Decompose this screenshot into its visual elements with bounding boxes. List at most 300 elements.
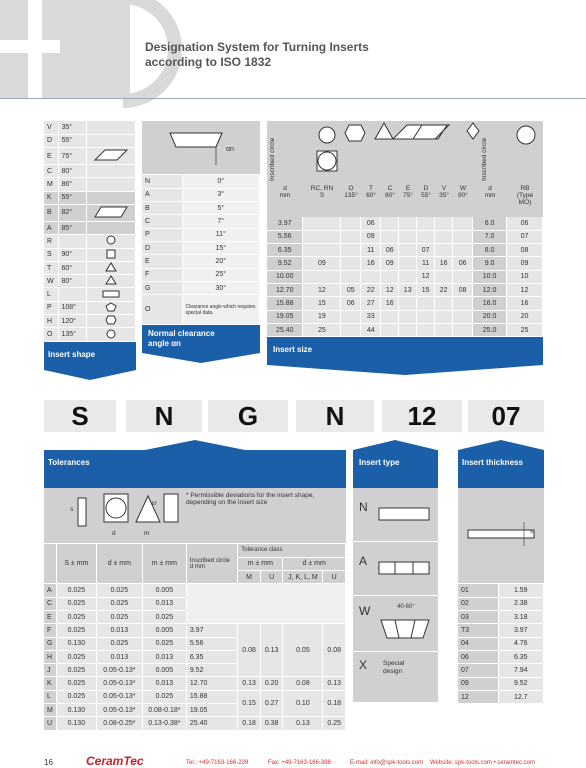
clearance-angle: 0° (182, 175, 260, 188)
clearance-label (142, 325, 260, 353)
shape-symbol (86, 178, 136, 191)
size-cell (399, 230, 417, 243)
shape-code: W (44, 275, 58, 288)
size-cell (303, 270, 341, 283)
size-row (267, 323, 543, 336)
size-cell (453, 230, 473, 243)
size-col-header-text: T (369, 185, 373, 192)
tolerance-ic: 25.40 (186, 717, 237, 730)
tolerance-cell: K (44, 677, 56, 690)
tolerance-row (44, 584, 346, 597)
size-cell: 12.70 (267, 283, 303, 296)
size-cell: 15.88 (267, 297, 303, 310)
type-X-letter: X (359, 658, 368, 672)
shape-row (44, 315, 136, 328)
thickness-row (458, 611, 544, 624)
ic-unit: d mm (189, 563, 205, 570)
shape-row (44, 204, 136, 221)
size-cell (341, 244, 361, 257)
size-cell: 9.0 (473, 257, 507, 270)
size-cell: 09 (361, 230, 381, 243)
size-cell: 6.35 (267, 244, 303, 257)
size-cell (435, 217, 453, 230)
clearance-angle: 30° (182, 281, 260, 294)
tolerance-cell: 0.130 (56, 704, 96, 717)
clearance-code: O (142, 295, 182, 325)
size-shapes-icon (267, 121, 543, 191)
code-letter: G (208, 400, 288, 432)
size-cell: 06 (453, 257, 473, 270)
size-cell: 8.0 (473, 244, 507, 257)
thickness-code: 01 (458, 584, 498, 597)
insert-shape-label: Insert shape (44, 342, 136, 370)
tol-sub-header: M (238, 571, 261, 584)
insert-size-section (267, 121, 543, 375)
up-arrow-icon (458, 440, 544, 450)
size-cell: 12 (417, 270, 435, 283)
code-letter: S (44, 400, 116, 432)
tolerance-cell: A (44, 584, 56, 597)
shape-symbol (86, 328, 136, 341)
size-cell: 5.56 (267, 230, 303, 243)
tolerance-ic: 6.35 (186, 650, 237, 663)
clearance-code: C (142, 215, 182, 228)
shape-angle: 85° (58, 221, 86, 234)
size-cell: 10.00 (267, 270, 303, 283)
header-graphic-cut (28, 0, 42, 98)
shape-code: H (44, 315, 58, 328)
shape-angle (58, 235, 86, 248)
thickness-value: 9.52 (498, 677, 544, 690)
thickness-code: 02 (458, 597, 498, 610)
shape-angle: 86° (58, 178, 86, 191)
type-N-icon (377, 506, 433, 524)
clearance-angle: 3° (182, 188, 260, 201)
thickness-row (458, 637, 544, 650)
size-cell (399, 297, 417, 310)
type-N-letter: N (359, 500, 368, 514)
tolerance-class-value: 0.13 (260, 624, 283, 677)
shape-code: T (44, 261, 58, 274)
size-col-header-text: (Type (516, 192, 534, 199)
shape-symbol (86, 204, 136, 221)
thickness-value: 4.76 (498, 637, 544, 650)
clearance-section (142, 121, 260, 363)
tolerance-row (44, 717, 346, 730)
clearance-row (142, 215, 260, 228)
insert-size-label: Insert size (267, 337, 543, 365)
inscribed-circle-label-right: Inscribed circle (481, 137, 488, 181)
clearance-angle: 20° (182, 255, 260, 268)
size-cell (399, 270, 417, 283)
tol-d-header: d ± mm (283, 557, 346, 570)
tolerance-class-header: Tolerance class (238, 544, 346, 557)
clearance-row (142, 295, 260, 325)
size-cell: 15 (417, 283, 435, 296)
tolerances-label: Tolerances (44, 450, 346, 488)
size-cell: 3.97 (267, 217, 303, 230)
tolerance-cell: 0.025 (142, 610, 186, 623)
tolerance-cell: 0.013 (96, 624, 142, 637)
shape-code: M (44, 178, 58, 191)
page-title (145, 40, 369, 70)
type-W (353, 596, 438, 652)
size-cell: 16.0 (473, 297, 507, 310)
tolerance-cell: 0.05-0.13* (96, 677, 142, 690)
shape-code: D (44, 134, 58, 147)
tolerance-row (44, 624, 346, 637)
m-label: m (144, 530, 150, 537)
size-cell (341, 310, 361, 323)
size-cell (381, 310, 399, 323)
size-cell (435, 323, 453, 336)
shape-angle: 55° (58, 134, 86, 147)
size-col-header-text: O (348, 185, 354, 192)
size-col-header-text: 60° (366, 192, 376, 199)
tolerance-cell: 0.013 (142, 597, 186, 610)
size-cell: 25.40 (267, 323, 303, 336)
thickness-value: 6.35 (498, 650, 544, 663)
size-row (267, 230, 543, 243)
size-cell: 08 (507, 244, 543, 257)
shape-code: S (44, 248, 58, 261)
size-col-header (453, 185, 473, 199)
tolerance-cell: 0.025 (56, 624, 96, 637)
shape-row (44, 221, 136, 234)
thickness-code: T3 (458, 624, 498, 637)
tolerance-header (44, 544, 56, 584)
tolerance-diagram (44, 488, 346, 544)
size-col-header (303, 185, 341, 199)
tolerance-cell: 0.05-0.13* (96, 690, 142, 703)
thickness-code: 07 (458, 664, 498, 677)
clearance-code: F (142, 268, 182, 281)
type-A-letter: A (359, 554, 368, 568)
thickness-value: 3.97 (498, 624, 544, 637)
tol-sub-header: U (323, 571, 346, 584)
size-cell: 12 (507, 283, 543, 296)
tolerances-section (44, 440, 346, 731)
size-row (267, 270, 543, 283)
tolerance-ic: 3.97 (186, 624, 237, 637)
insert-shape-section (44, 121, 136, 380)
size-cell (417, 217, 435, 230)
tolerance-cell: M (44, 704, 56, 717)
size-cell: 20 (507, 310, 543, 323)
size-cell (435, 230, 453, 243)
size-cell: 09 (303, 257, 341, 270)
clearance-code: A (142, 188, 182, 201)
size-row (267, 257, 543, 270)
down-arrow-icon (267, 365, 543, 375)
size-col-header-text: d (488, 185, 492, 192)
size-cell: 08 (453, 283, 473, 296)
shape-angle: 80° (58, 275, 86, 288)
shape-code: V (44, 121, 58, 134)
size-row (267, 310, 543, 323)
shape-angle: 135° (58, 328, 86, 341)
size-cell (341, 257, 361, 270)
clearance-code: G (142, 281, 182, 294)
thickness-code: 06 (458, 650, 498, 663)
tolerance-cell: C (44, 597, 56, 610)
size-col-header-text: V (441, 185, 447, 192)
size-cell (341, 230, 361, 243)
size-col-header-text: 135° (344, 192, 358, 199)
tolerance-empty (186, 584, 345, 624)
size-cell: 06 (341, 297, 361, 310)
size-cell (303, 244, 341, 257)
size-col-header-text: D (423, 185, 429, 192)
brand-logo: CeramTec (86, 754, 144, 768)
tolerance-class-value: 0.15 (238, 690, 261, 717)
thickness-row (458, 690, 544, 703)
designation-code (44, 400, 544, 432)
size-cell (453, 323, 473, 336)
clearance-angle: 11° (182, 228, 260, 241)
alpha-label: αn (226, 146, 234, 153)
size-col-header-text: 80° (458, 192, 468, 199)
size-cell (341, 270, 361, 283)
shape-angle (58, 288, 86, 301)
tolerance-header: S ± mm (56, 544, 96, 584)
size-cell: 15 (303, 297, 341, 310)
tolerance-cell: 0.13-0.38* (142, 717, 186, 730)
footer-email[interactable]: E-mail: info@spk-tools.com (350, 760, 424, 766)
size-cell (453, 297, 473, 310)
shape-row (44, 121, 136, 134)
clearance-table (142, 175, 260, 325)
tolerance-cell: 0.025 (56, 584, 96, 597)
tolerance-cell: 0.05-0.13* (96, 704, 142, 717)
up-arrow-icon (353, 440, 437, 450)
shape-symbol (86, 235, 136, 248)
tolerance-class-value: 0.13 (238, 677, 261, 690)
tolerance-cell: G (44, 637, 56, 650)
tol-m-header: m ± mm (238, 557, 283, 570)
shape-row (44, 178, 136, 191)
shape-row (44, 235, 136, 248)
size-col-header (341, 185, 361, 199)
tolerance-class-value: 0.05 (283, 624, 323, 677)
size-col-header-text: 55° (421, 192, 431, 199)
size-cell: 25 (303, 323, 341, 336)
tolerance-cell: 0.025 (56, 690, 96, 703)
shape-code: K (44, 191, 58, 204)
clearance-angle: 15° (182, 241, 260, 254)
shape-code: L (44, 288, 58, 301)
size-cell (435, 297, 453, 310)
shape-row (44, 328, 136, 341)
tolerance-header-row (44, 544, 346, 557)
type-X-text2: design (383, 668, 403, 675)
clearance-row (142, 241, 260, 254)
footer-website[interactable]: Website: spk-tools.com • ceramtec.com (430, 760, 536, 766)
tolerance-class-value: 0.08 (238, 624, 261, 677)
size-cell: 11 (417, 257, 435, 270)
size-cell (303, 230, 341, 243)
type-A-icon (377, 560, 433, 578)
shape-symbol (86, 221, 136, 234)
title-line-1: Designation System for Turning Inserts (145, 40, 369, 54)
size-cell: 25.0 (473, 323, 507, 336)
size-cell (417, 230, 435, 243)
shape-symbol (86, 248, 136, 261)
size-cell (435, 310, 453, 323)
tolerance-cell: 0.013 (142, 650, 186, 663)
title-line-2: according to ISO 1832 (145, 55, 272, 69)
size-col-header-text: C (387, 185, 393, 192)
thickness-value: 7.94 (498, 664, 544, 677)
type-N (353, 488, 438, 542)
shape-code: P (44, 301, 58, 314)
size-col-header-text: 80° (385, 192, 395, 199)
tolerance-cell: 0.005 (142, 584, 186, 597)
type-X-text1: Special (383, 660, 405, 667)
size-cell: 6.0 (473, 217, 507, 230)
shape-angle: 82° (58, 204, 86, 221)
tolerance-class-value: 0.13 (323, 677, 346, 690)
tolerance-row (44, 690, 346, 703)
tolerance-cell: 0.025 (56, 610, 96, 623)
clearance-code: N (142, 175, 182, 188)
thickness-table (458, 584, 544, 704)
clearance-angle: 7° (182, 215, 260, 228)
tolerance-cell: E (44, 610, 56, 623)
tolerance-cell: F (44, 624, 56, 637)
tolerance-ic: 19.05 (186, 704, 237, 717)
size-cell: 27 (361, 297, 381, 310)
tolerance-class-value: 0.10 (283, 690, 323, 717)
tolerance-class-value: 0.27 (260, 690, 283, 717)
tolerance-cell: 0.013 (142, 677, 186, 690)
down-arrow-icon (44, 370, 136, 380)
inscribed-circle-label: Inscribed circle (269, 137, 276, 181)
tolerance-ic: 15.88 (186, 690, 237, 703)
tolerance-cell: 0.013 (96, 650, 142, 663)
size-cell: 7.0 (473, 230, 507, 243)
size-cell: 25 (507, 323, 543, 336)
tolerance-cell: 0.08-0.25* (96, 717, 142, 730)
thickness-code: 03 (458, 611, 498, 624)
tolerance-cell: 0.025 (142, 690, 186, 703)
size-cell (453, 217, 473, 230)
size-row (267, 244, 543, 257)
tolerance-cell: 0.05-0.13* (96, 664, 142, 677)
tolerance-ic: 5.56 (186, 637, 237, 650)
thickness-code: 09 (458, 677, 498, 690)
shape-code: B (44, 204, 58, 221)
tolerance-class-value: 0.08 (323, 624, 346, 677)
shape-row (44, 134, 136, 147)
tolerance-cell: 0.005 (142, 664, 186, 677)
tol-sub-header: J, K, L, M (283, 571, 323, 584)
thickness-row (458, 650, 544, 663)
clearance-code: P (142, 228, 182, 241)
thickness-row (458, 664, 544, 677)
insert-type-label: Insert type (353, 450, 438, 488)
clearance-diagram (142, 121, 260, 175)
shape-angle: 90° (58, 248, 86, 261)
size-cell: 12.0 (473, 283, 507, 296)
size-col-header (473, 185, 507, 199)
size-row (267, 217, 543, 230)
tolerance-cell: 0.08-0.18* (142, 704, 186, 717)
size-cell: 06 (361, 217, 381, 230)
size-col-header (267, 185, 303, 199)
tolerance-cell: 0.005 (142, 624, 186, 637)
clearance-angle: 5° (182, 202, 260, 215)
thickness-code: 04 (458, 637, 498, 650)
shape-code: R (44, 235, 58, 248)
tolerance-note: * Permissible deviations for the insert shape, depending on the insert size (186, 492, 315, 506)
size-cell (381, 230, 399, 243)
shape-code: O (44, 328, 58, 341)
size-cell (417, 323, 435, 336)
shape-symbol (86, 301, 136, 314)
size-col-header-text: RC, RN (310, 185, 334, 192)
size-cell: 11 (361, 244, 381, 257)
tolerance-row (44, 677, 346, 690)
clearance-label-line2: angle αn (148, 339, 181, 349)
size-cell: 10 (507, 270, 543, 283)
size-cell: 9.52 (267, 257, 303, 270)
shape-angle: 55° (58, 191, 86, 204)
tolerance-class-value: 0.08 (283, 677, 323, 690)
size-cell: 19.05 (267, 310, 303, 323)
clearance-row (142, 175, 260, 188)
size-cell (435, 270, 453, 283)
tolerance-class-value: 0.20 (260, 677, 283, 690)
tolerance-cell: 0.025 (96, 584, 142, 597)
insert-shape-table (44, 121, 136, 342)
header-divider (0, 98, 586, 99)
shape-row (44, 191, 136, 204)
shape-symbol (86, 148, 136, 165)
size-cell: 13 (399, 283, 417, 296)
insert-type-section (353, 440, 438, 702)
size-row (267, 283, 543, 296)
thickness-value: 1.59 (498, 584, 544, 597)
code-letter: N (126, 400, 202, 432)
size-cell: 16 (381, 297, 399, 310)
tolerance-class-value: 0.18 (323, 690, 346, 717)
type-A (353, 542, 438, 596)
thickness-row (458, 597, 544, 610)
size-col-header-text: 35° (439, 192, 449, 199)
type-W-letter: W (359, 604, 371, 618)
size-cell: 06 (507, 217, 543, 230)
thickness-diagram (458, 488, 544, 584)
size-cell: 19 (303, 310, 341, 323)
size-col-header-text: mm (484, 192, 496, 199)
thickness-value: 2.38 (498, 597, 544, 610)
size-col-header-text: E (405, 185, 411, 192)
page-number: 16 (44, 758, 53, 767)
size-cell: 07 (417, 244, 435, 257)
tolerance-cell: 0.130 (56, 637, 96, 650)
clearance-label-line1: Normal clearance (148, 329, 215, 339)
shape-code: A (44, 221, 58, 234)
clearance-angle: Clearance angle which requires special data. (182, 295, 260, 325)
shape-row (44, 275, 136, 288)
size-cell (453, 270, 473, 283)
shape-row (44, 261, 136, 274)
thickness-value: 3.18 (498, 611, 544, 624)
size-col-header-text: RB (520, 185, 530, 192)
up-arrow-icon (145, 440, 245, 450)
size-cell (435, 244, 453, 257)
